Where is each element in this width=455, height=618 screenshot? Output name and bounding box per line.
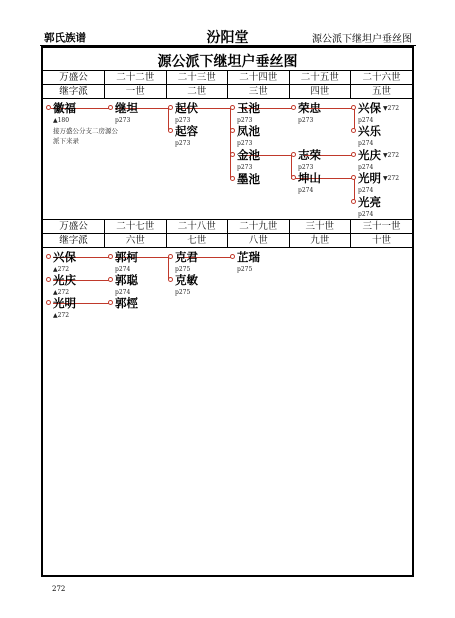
person-name: 继坦 (115, 101, 138, 115)
person-mark: ▼272 (383, 175, 400, 182)
person-name: 兴保 (358, 101, 381, 115)
person-mark: ▼272 (383, 152, 400, 159)
person-name: 克敏 (175, 273, 198, 287)
branch-cell: 三世 (228, 85, 290, 99)
person-mark: p275 (175, 289, 191, 296)
header-center: 汾阳堂 (206, 30, 249, 46)
person-mark: p273 (237, 117, 253, 124)
person-name: 郭聪 (115, 273, 138, 287)
node-dot (46, 277, 51, 282)
node-dot (230, 152, 235, 157)
person-name: 光明 (358, 171, 381, 185)
person-mark: p273 (298, 164, 314, 171)
person-mark: p273 (175, 140, 191, 147)
node-dot (46, 105, 51, 110)
node-dot (230, 254, 235, 259)
node-dot (108, 277, 113, 282)
node-dot (351, 128, 356, 133)
node-dot (46, 300, 51, 305)
person-name: 兴保 (53, 250, 76, 264)
person-name: 金池 (237, 148, 260, 162)
person-name: 荣忠 (298, 101, 321, 115)
person-name: 徽福 (53, 101, 76, 115)
gen-header: 二十二世 (105, 71, 167, 85)
node-dot (108, 105, 113, 110)
person-mark: p274 (358, 164, 374, 171)
person-mark: ▼272 (383, 105, 400, 112)
generation-table-2 (43, 219, 412, 248)
node-dot (291, 152, 296, 157)
branch-cell: 六世 (105, 234, 167, 248)
node-dot (168, 105, 173, 110)
gen-header: 二十四世 (228, 71, 290, 85)
person-name: 志荣 (298, 148, 321, 162)
person-name: 郭柯 (115, 250, 138, 264)
chart-frame (41, 46, 414, 577)
person-mark: ▲272 (53, 312, 70, 319)
person-name: 芷瑞 (237, 250, 260, 264)
gen-header: 二十六世 (351, 71, 413, 85)
chart-title: 源公派下继坦户垂丝图 (157, 54, 298, 70)
person-name: 起伏 (175, 101, 198, 115)
node-dot (230, 105, 235, 110)
branch-cell: 继字派 (43, 85, 105, 99)
gen-header: 万盛公 (43, 220, 105, 234)
person-name: 起容 (175, 124, 198, 138)
person-mark: p274 (358, 187, 374, 194)
node-dot (108, 254, 113, 259)
generation-table-1 (43, 70, 412, 99)
node-dot (230, 176, 235, 181)
person-mark: ▲272 (53, 289, 70, 296)
page-number: 272 (52, 585, 66, 593)
person-mark: p275 (237, 266, 253, 273)
person-name: 光明 (53, 296, 76, 310)
person-name: 克君 (175, 250, 198, 264)
person-name: 玉池 (237, 101, 260, 115)
person-mark: p274 (358, 117, 374, 124)
node-dot (168, 254, 173, 259)
gen-header: 二十九世 (228, 220, 290, 234)
gen-header: 万盛公 (43, 71, 105, 85)
person-mark: p274 (298, 187, 314, 194)
gen-header: 二十五世 (289, 71, 351, 85)
branch-cell: 十世 (351, 234, 413, 248)
branch-cell: 九世 (289, 234, 351, 248)
person-name: 兴乐 (358, 124, 381, 138)
node-dot (168, 128, 173, 133)
person-mark: p274 (358, 140, 374, 147)
person-mark: p273 (115, 117, 131, 124)
gen-header: 三十一世 (351, 220, 413, 234)
connector (230, 108, 231, 179)
node-dot (351, 175, 356, 180)
gen-header: 二十八世 (166, 220, 228, 234)
person-mark: ▲272 (53, 266, 70, 273)
branch-cell: 八世 (228, 234, 290, 248)
person-mark: p274 (115, 266, 131, 273)
person-mark: p273 (298, 117, 314, 124)
node-dot (291, 175, 296, 180)
node-dot (46, 254, 51, 259)
node-dot (108, 300, 113, 305)
header-left: 郭氏族谱 (44, 32, 86, 44)
person-name: 光庆 (358, 148, 381, 162)
branch-cell: 七世 (166, 234, 228, 248)
node-dot (351, 199, 356, 204)
gen-header: 二十七世 (105, 220, 167, 234)
branch-cell: 四世 (289, 85, 351, 99)
person-name: 坤山 (298, 171, 321, 185)
person-mark: p274 (358, 211, 374, 218)
person-mark: p274 (115, 289, 131, 296)
person-name: 光亮 (358, 195, 381, 209)
person-name: 郭桱 (115, 296, 138, 310)
branch-cell: 二世 (166, 85, 228, 99)
person-mark: ▲180 (53, 117, 70, 124)
branch-cell: 五世 (351, 85, 413, 99)
person-name: 墨池 (237, 172, 260, 186)
person-mark: p273 (175, 117, 191, 124)
gen-header: 三十世 (289, 220, 351, 234)
person-mark: p275 (175, 266, 191, 273)
person-name: 凤池 (237, 124, 260, 138)
node-dot (351, 105, 356, 110)
person-mark: p273 (237, 164, 253, 171)
branch-cell: 继字派 (43, 234, 105, 248)
node-dot (168, 277, 173, 282)
person-name: 光庆 (53, 273, 76, 287)
person-note: 接万盛公分支二房源公派下来录 (53, 127, 118, 145)
node-dot (230, 128, 235, 133)
branch-cell: 一世 (105, 85, 167, 99)
node-dot (351, 152, 356, 157)
gen-header: 二十三世 (166, 71, 228, 85)
node-dot (291, 105, 296, 110)
header-right: 源公派下继坦户垂丝图 (312, 34, 412, 45)
person-mark: p273 (237, 140, 253, 147)
